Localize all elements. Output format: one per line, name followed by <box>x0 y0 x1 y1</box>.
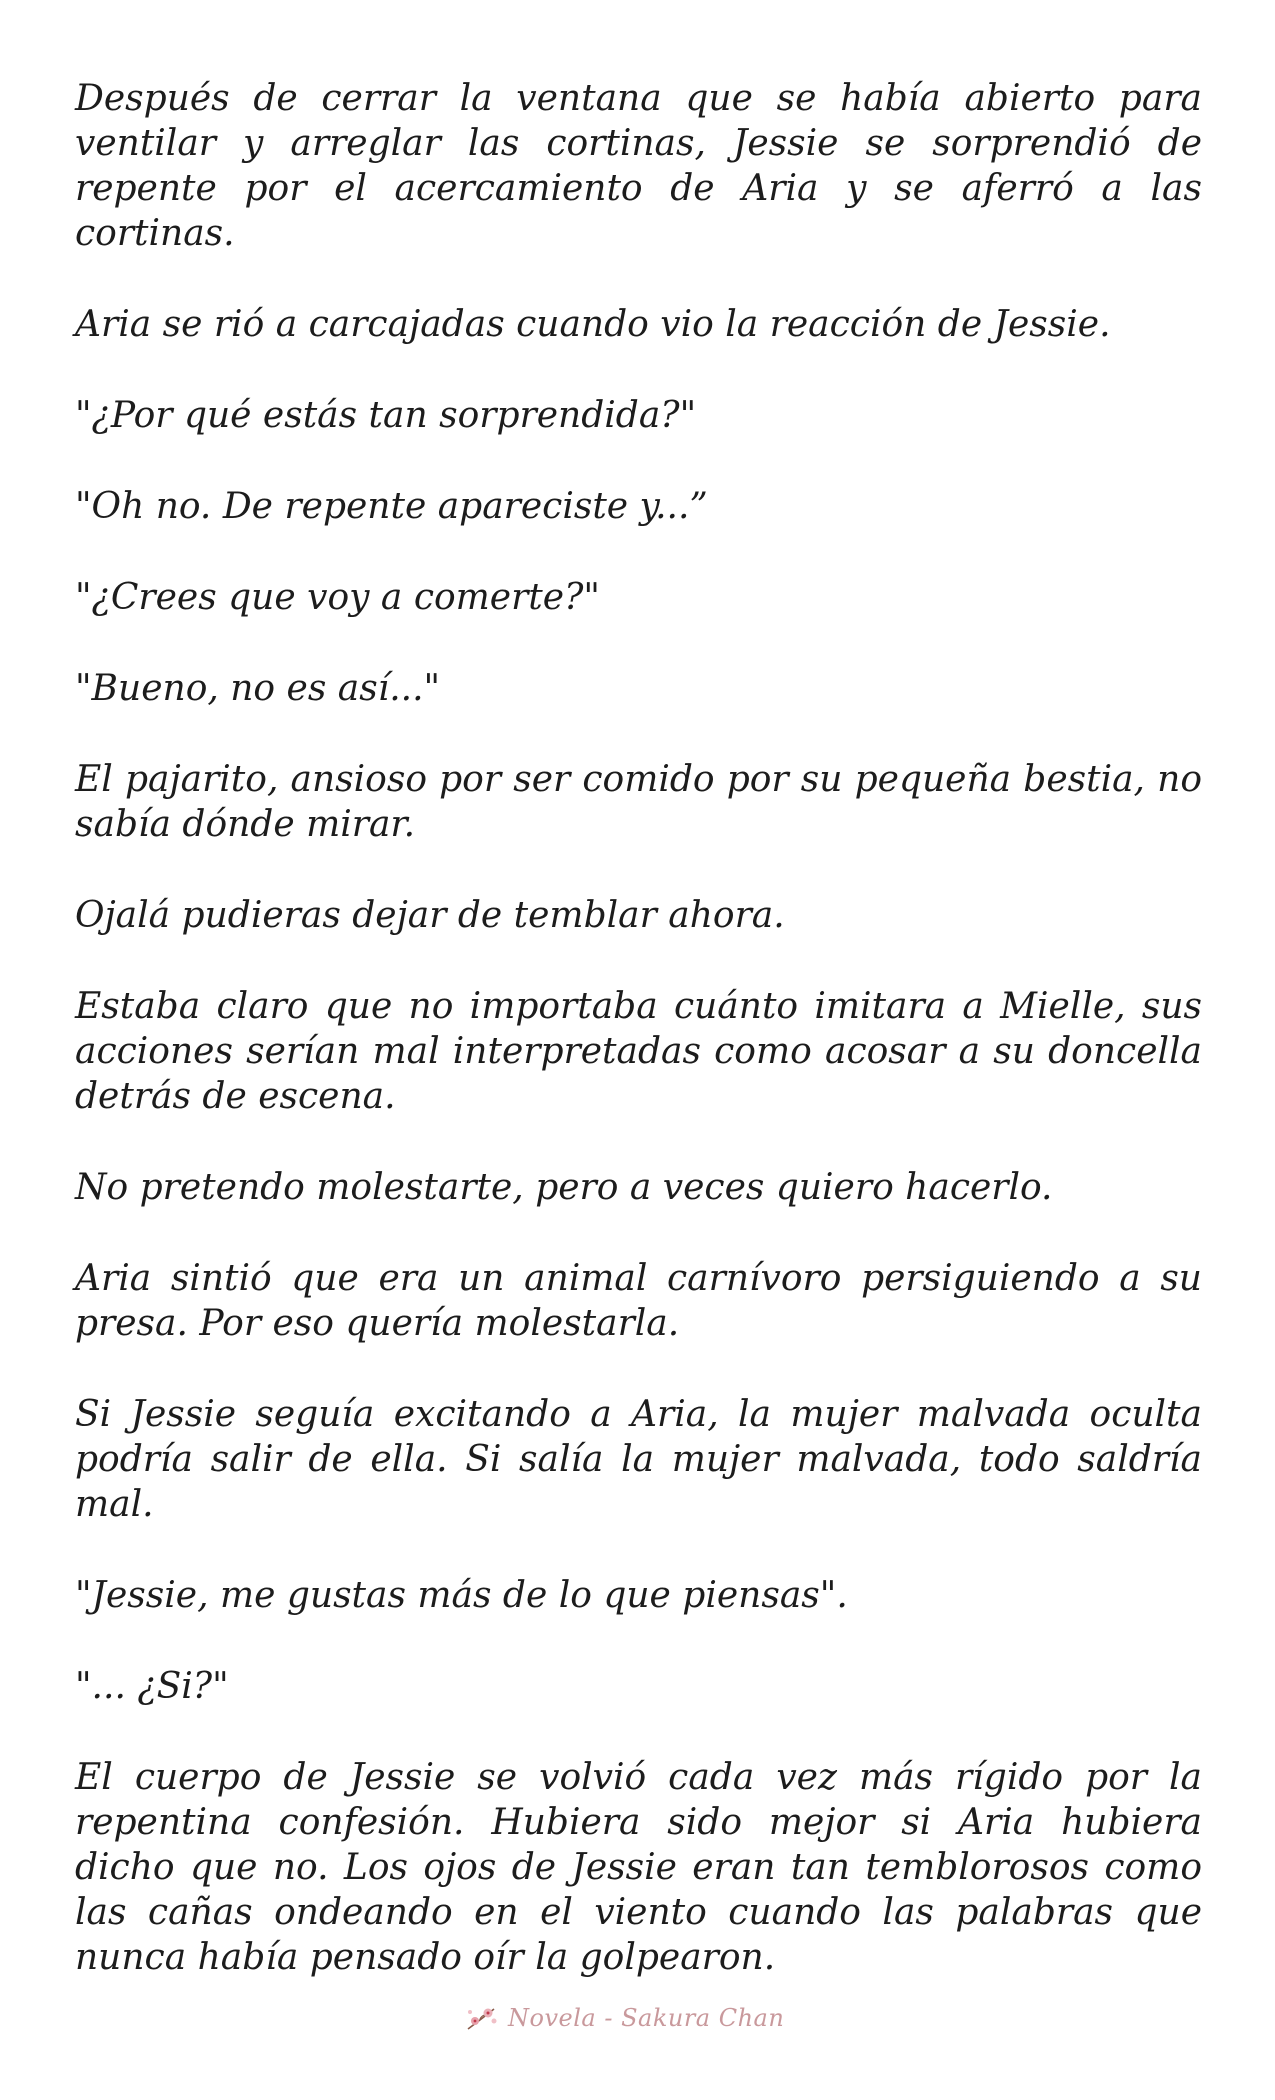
paragraph-5: "¿Crees que voy a comerte?" <box>75 577 600 618</box>
paragraph-9: Estaba claro que no importaba cuánto imitara a Mielle, sus acciones serían mal interpretadas como acosar a su doncella detrás de escena. <box>75 986 1202 1117</box>
paragraph-12: Si Jessie seguía excitando a Aria, la mujer malvada oculta podría salir de ella. Si salía la mujer malvada, todo saldría mal. <box>75 1394 1202 1525</box>
paragraph-1: Después de cerrar la ventana que se había abierto para ventilar y arreglar las cortinas, Jessie se sorprendió de repente por el acercamiento de Aria y se aferró a las cortinas. <box>75 78 1202 254</box>
paragraph-14: "... ¿Si?" <box>75 1666 229 1707</box>
paragraph-10: No pretendo molestarte, pero a veces quiero hacerlo. <box>75 1167 1053 1208</box>
paragraph-11: Aria sintió que era un animal carnívoro persiguiendo a su presa. Por eso quería molestarla. <box>75 1258 1202 1344</box>
paragraph-3: "¿Por qué estás tan sorprendida?" <box>75 395 697 436</box>
paragraph-15: El cuerpo de Jessie se volvió cada vez más rígido por la repentina confesión. Hubiera sido mejor si Aria hubiera dicho que no. Los ojos de Jessie eran tan temblorosos como las cañas ondeando en el viento cuando las palabras que nunca había pensado oír la golpearon. <box>75 1757 1202 1978</box>
paragraph-8: Ojalá pudieras dejar de temblar ahora. <box>75 895 785 936</box>
paragraph-6: "Bueno, no es así..." <box>75 668 441 709</box>
paragraph-7: El pajarito, ansioso por ser comido por su pequeña bestia, no sabía dónde mirar. <box>75 759 1202 845</box>
chapter-text <box>75 76 1202 2026</box>
watermark <box>464 1998 784 2038</box>
watermark-text: Novela - Sakura Chan <box>508 2004 785 2032</box>
cherry-blossom-icon <box>464 2003 500 2033</box>
paragraph-13: "Jessie, me gustas más de lo que piensas". <box>75 1575 848 1616</box>
paragraph-4: "Oh no. De repente apareciste y...” <box>75 486 708 527</box>
paragraph-2: Aria se rió a carcajadas cuando vio la reacción de Jessie. <box>75 304 1111 345</box>
